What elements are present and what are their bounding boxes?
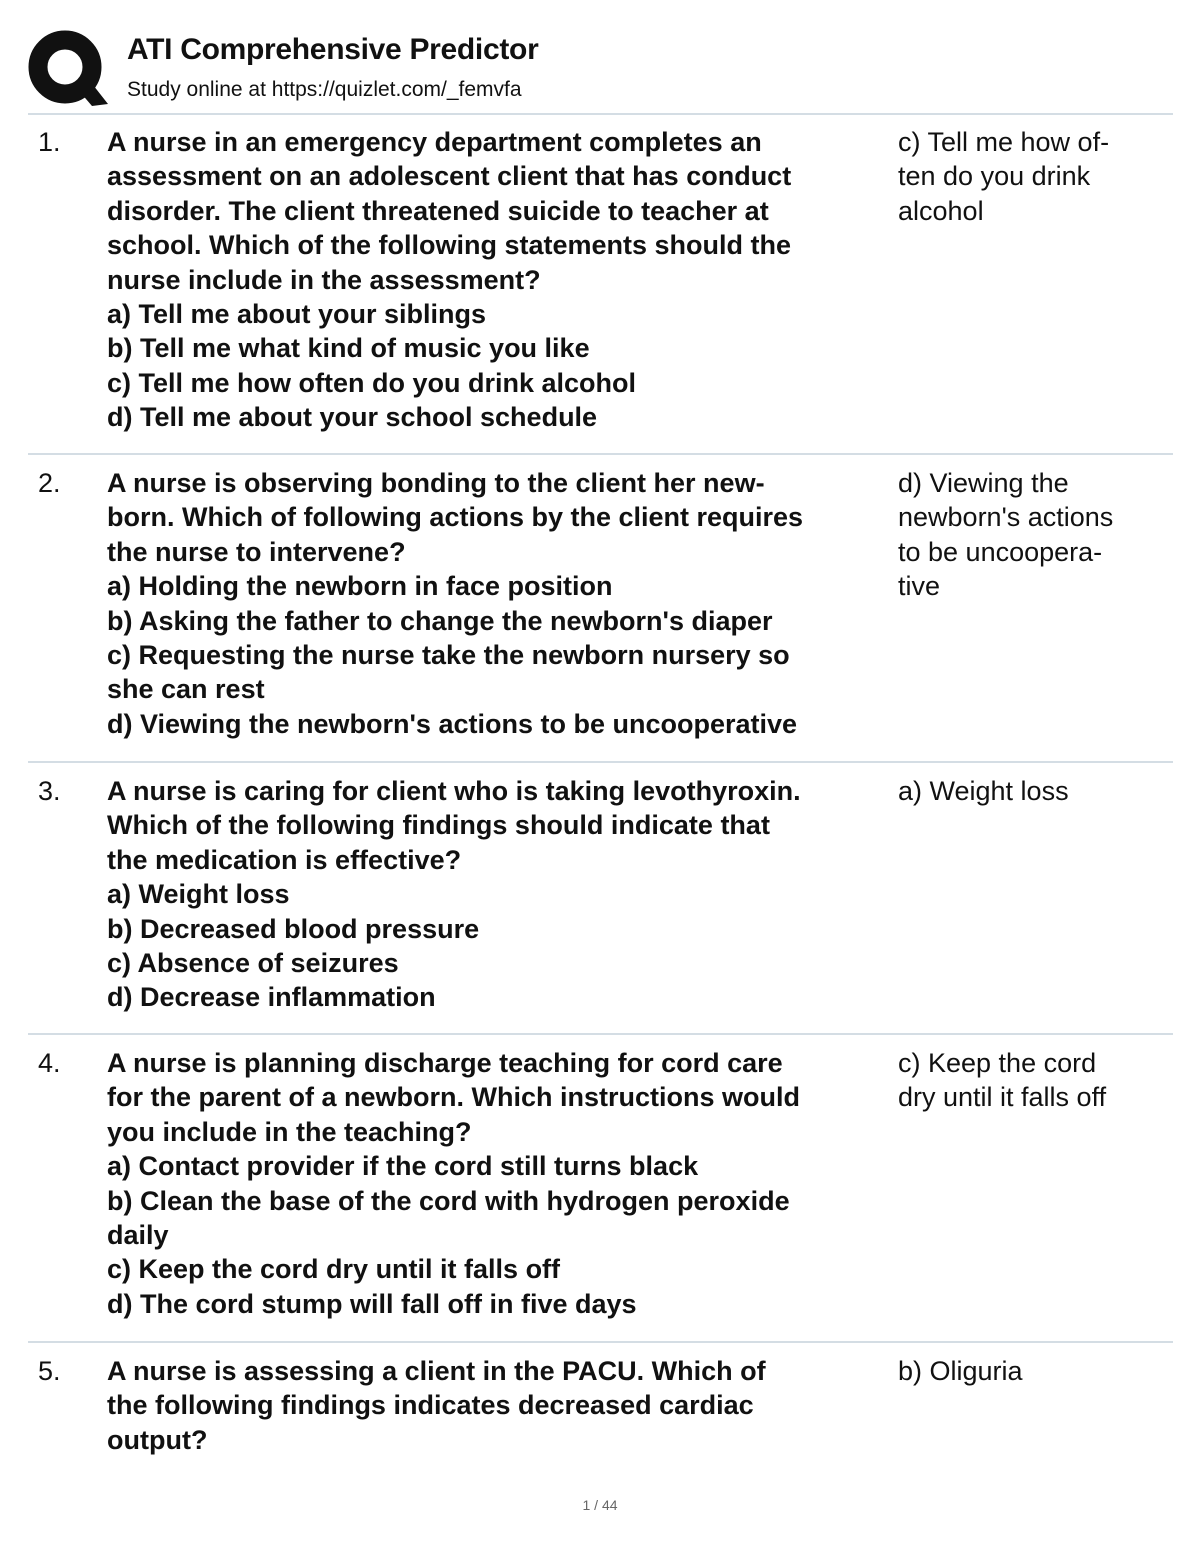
question-line: you include in the teaching? bbox=[107, 1116, 472, 1147]
question-line: A nurse is caring for client who is taking levothyroxin. bbox=[107, 776, 801, 806]
card-answer bbox=[898, 125, 1158, 228]
card-number: 5. bbox=[38, 1356, 61, 1386]
divider bbox=[28, 761, 1173, 763]
question-line: A nurse is assessing a client in the PACU. Which of bbox=[107, 1356, 766, 1386]
card-number: 4. bbox=[38, 1048, 61, 1078]
question-line: for the parent of a newborn. Which instructions would bbox=[107, 1082, 800, 1113]
card-answer bbox=[898, 466, 1158, 604]
question-line: d) Tell me about your school schedule bbox=[107, 402, 598, 433]
question-line: Which of the following findings should indicate that bbox=[107, 810, 770, 841]
question-line: born. Which of following actions by the client requires bbox=[107, 502, 804, 533]
question-line: daily bbox=[107, 1220, 169, 1251]
card-question bbox=[107, 1354, 897, 1457]
question-line: c) Absence of seizures bbox=[107, 948, 399, 979]
answer-line: a) Weight loss bbox=[898, 776, 1069, 806]
question-line: b) Asking the father to change the newborn's diaper bbox=[107, 605, 773, 636]
question-line: a) Holding the newborn in face position bbox=[107, 571, 613, 602]
question-line: d) Viewing the newborn's actions to be uncooperative bbox=[107, 708, 798, 739]
divider bbox=[28, 1341, 1173, 1343]
answer-line: c) Keep the cord bbox=[898, 1048, 1097, 1078]
answer-line: tive bbox=[898, 571, 941, 602]
card-question bbox=[107, 125, 897, 435]
page-header bbox=[28, 28, 1178, 108]
card-answer bbox=[898, 1354, 1158, 1388]
answer-line: ten do you drink bbox=[898, 161, 1091, 192]
question-line: school. Which of the following statements should the bbox=[107, 230, 792, 261]
question-line: b) Tell me what kind of music you like bbox=[107, 333, 590, 364]
question-line: assessment on an adolescent client that has conduct bbox=[107, 161, 792, 192]
question-line: disorder. The client threatened suicide to teacher at bbox=[107, 195, 769, 226]
question-line: b) Decreased blood pressure bbox=[107, 913, 480, 944]
question-line: a) Contact provider if the cord still turns black bbox=[107, 1151, 699, 1182]
question-line: b) Clean the base of the cord with hydrogen peroxide bbox=[107, 1185, 790, 1216]
question-line: A nurse is planning discharge teaching for cord care bbox=[107, 1048, 783, 1078]
answer-line: to be uncoopera- bbox=[898, 536, 1103, 567]
question-line: the medication is effective? bbox=[107, 844, 462, 875]
divider bbox=[28, 453, 1173, 455]
question-line: the nurse to intervene? bbox=[107, 536, 406, 567]
question-line: A nurse is observing bonding to the client her new- bbox=[107, 468, 765, 498]
card-question bbox=[107, 774, 897, 1015]
card-question bbox=[107, 466, 897, 741]
answer-line: d) Viewing the bbox=[898, 468, 1069, 498]
document-title: ATI Comprehensive Predictor bbox=[127, 33, 539, 66]
divider bbox=[28, 1033, 1173, 1035]
question-line: c) Tell me how often do you drink alcohol bbox=[107, 367, 637, 398]
question-line: a) Weight loss bbox=[107, 879, 290, 910]
question-line: A nurse in an emergency department completes an bbox=[107, 127, 762, 157]
answer-line: dry until it falls off bbox=[898, 1082, 1107, 1113]
question-line: c) Keep the cord dry until it falls off bbox=[107, 1254, 561, 1285]
card-question bbox=[107, 1046, 897, 1321]
card-answer bbox=[898, 774, 1158, 808]
answer-line: alcohol bbox=[898, 195, 984, 226]
answer-line: newborn's actions bbox=[898, 502, 1114, 533]
question-line: a) Tell me about your siblings bbox=[107, 299, 487, 330]
answer-line: c) Tell me how of- bbox=[898, 127, 1110, 157]
card-number: 2. bbox=[38, 468, 61, 498]
page-indicator: 1 / 44 bbox=[582, 1497, 618, 1513]
question-line: the following findings indicates decreased cardiac bbox=[107, 1390, 754, 1421]
study-online-link[interactable]: Study online at https://quizlet.com/_femvfa bbox=[127, 78, 522, 101]
question-line: d) Decrease inflammation bbox=[107, 982, 436, 1013]
answer-line: b) Oliguria bbox=[898, 1356, 1023, 1386]
card-number: 1. bbox=[38, 127, 61, 157]
question-line: she can rest bbox=[107, 674, 265, 705]
question-line: c) Requesting the nurse take the newborn nursery so bbox=[107, 640, 790, 671]
card-answer bbox=[898, 1046, 1158, 1115]
question-line: output? bbox=[107, 1424, 208, 1455]
question-line: d) The cord stump will fall off in five days bbox=[107, 1288, 637, 1319]
card-number: 3. bbox=[38, 776, 61, 806]
question-line: nurse include in the assessment? bbox=[107, 264, 541, 295]
quizlet-logo bbox=[28, 30, 108, 110]
divider bbox=[28, 113, 1173, 115]
